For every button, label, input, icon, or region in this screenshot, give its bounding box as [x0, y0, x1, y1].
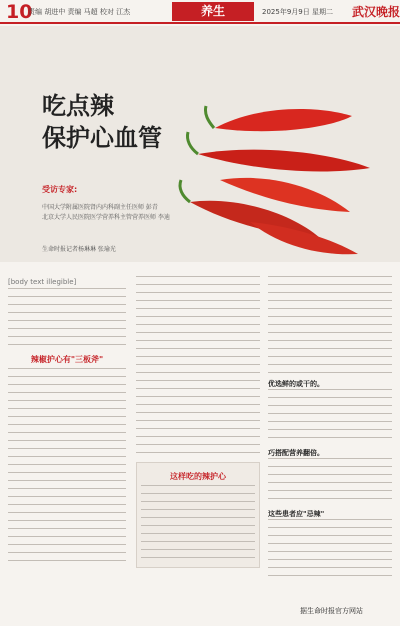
body-text-block	[268, 519, 392, 583]
editor-credits: 责编 胡进中 责编 马超 校对 江杰	[28, 8, 131, 16]
page-number: 10	[6, 1, 33, 23]
subheading-2: 这样吃的辣护心	[170, 472, 226, 481]
expert-2: 北京大学人民医院医学营养科主管营养医师 李迪	[42, 214, 170, 221]
hero-area	[0, 26, 400, 262]
lead-phrase-3: 这些患者应"忌辣"	[268, 510, 325, 518]
subheading-1: 辣椒护心有"三板斧"	[30, 355, 104, 364]
guest-experts-label: 受访专家:	[42, 185, 78, 194]
body-text-block	[268, 458, 392, 506]
headline-line-2: 保护心血管	[42, 124, 162, 152]
lead-phrase-2: 巧搭配营养翻倍。	[268, 449, 324, 457]
issue-date: 2025年9月9日 星期二	[262, 8, 333, 16]
body-text-block	[268, 276, 392, 376]
newspaper-logo: 武汉晚报	[352, 5, 400, 19]
column-1	[8, 276, 126, 572]
body-text-block	[8, 368, 126, 568]
reporter-byline: 生命时报记者杨琳琳 张瑜光	[42, 246, 116, 253]
section-banner: 养生	[172, 2, 254, 21]
body-text-block	[141, 485, 255, 563]
source-credit: 据生命时报官方网站	[300, 607, 363, 615]
headline-line-1: 吃点辣	[42, 92, 114, 120]
expert-1: 中国大学附属医院肾内内科副主任医师 彭青	[42, 204, 158, 211]
column-2	[136, 276, 260, 572]
sidebar-box	[136, 462, 260, 568]
body-text-block	[8, 288, 126, 350]
lead-phrase-1: 优选鲜的或干的。	[268, 380, 324, 388]
headline	[42, 90, 162, 154]
body-text-illegible: [body text illegible]	[8, 278, 77, 286]
body-text-block	[136, 276, 260, 456]
page-header	[0, 0, 400, 24]
column-3	[268, 276, 392, 572]
body-text-block	[268, 389, 392, 445]
